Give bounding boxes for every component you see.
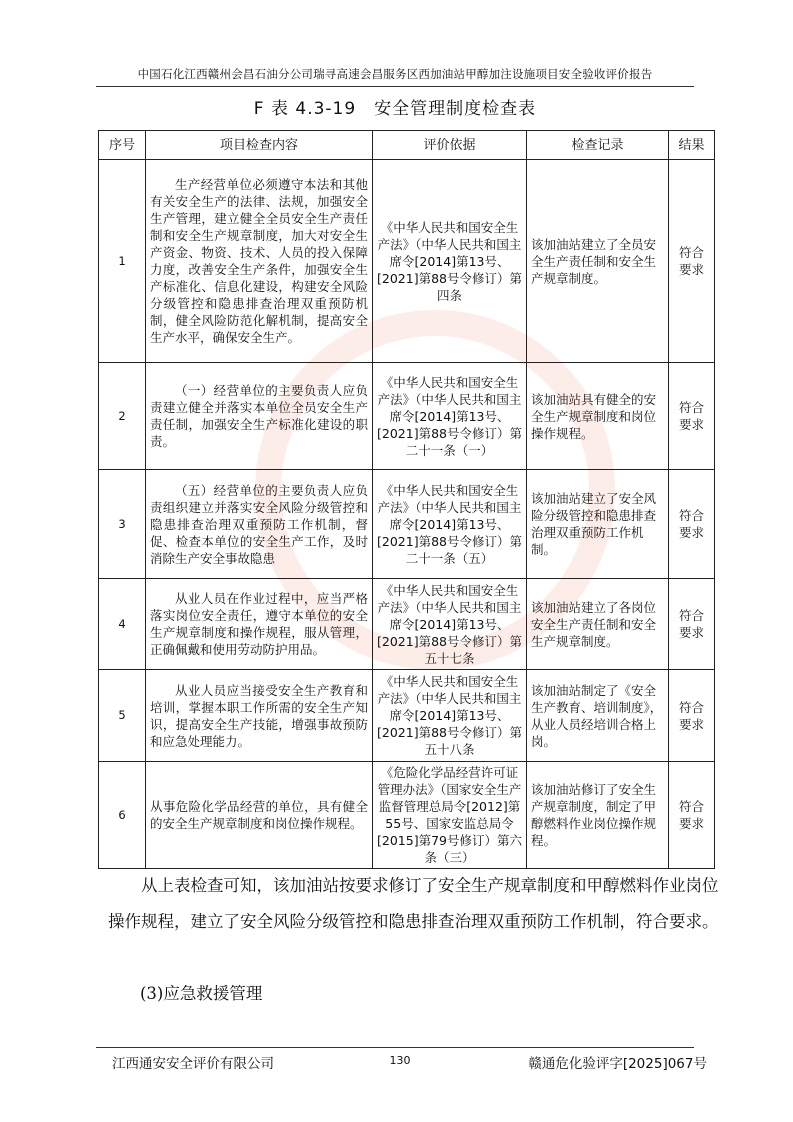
check-content: 从业人员应当接受安全生产教育和培训，掌握本职工作所需的安全生产知识，提高安全生产技能，增强事故预防和应急处理能力。 bbox=[146, 670, 373, 762]
check-record: 该加油站建立了安全风险分级管控和隐患排查治理双重预防工作机制。 bbox=[527, 470, 669, 579]
column-header: 结果 bbox=[669, 131, 715, 160]
check-record: 该加油站修订了安全生产规章制度，制定了甲醇燃料作业岗位操作规程。 bbox=[527, 762, 669, 869]
row-index: 1 bbox=[99, 160, 146, 363]
table-row bbox=[99, 363, 715, 470]
column-header: 序号 bbox=[99, 131, 146, 160]
table-row bbox=[99, 579, 715, 670]
table-row bbox=[99, 762, 715, 869]
check-result: 符合要求 bbox=[669, 762, 715, 869]
check-content: 从事危险化学品经营的单位，具有健全的安全生产规章制度和岗位操作规程。 bbox=[146, 762, 373, 869]
evaluation-basis: 《中华人民共和国安全生产法》（中华人民共和国主席令[2014]第13号、[2021]第88号令修订）第五十八条 bbox=[373, 670, 527, 762]
footer-divider bbox=[96, 1047, 694, 1048]
table-row bbox=[99, 160, 715, 363]
row-index: 6 bbox=[99, 762, 146, 869]
section-heading: (3)应急救援管理 bbox=[140, 984, 263, 1003]
check-record: 该加油站建立了全员安全生产责任制和安全生产规章制度。 bbox=[527, 160, 669, 363]
row-index: 2 bbox=[99, 363, 146, 470]
check-content: （五）经营单位的主要负责人应负责组织建立并落实安全风险分级管控和隐患排查治理双重预防工作机制，督促、检查本单位的安全生产工作，及时消除生产安全事故隐患 bbox=[146, 470, 373, 579]
evaluation-basis: 《危险化学品经营许可证管理办法》（国家安全生产监督管理总局令[2012]第55号、国家安监总局令[2015]第79号修订）第六条（三） bbox=[373, 762, 527, 869]
check-result: 符合要求 bbox=[669, 160, 715, 363]
column-header: 检查记录 bbox=[527, 131, 669, 160]
row-index: 5 bbox=[99, 670, 146, 762]
footer-company: 江西通安安全评价有限公司 bbox=[112, 1056, 274, 1072]
check-content: 从业人员在作业过程中，应当严格落实岗位安全责任，遵守本单位的安全生产规章制度和操作规程，服从管理，正确佩戴和使用劳动防护用品。 bbox=[146, 579, 373, 670]
page-header: 中国石化江西赣州会昌石油分公司瑞寻高速会昌服务区西加油站甲醇加注设施项目安全验收评价报告 bbox=[137, 67, 653, 81]
check-result: 符合要求 bbox=[669, 363, 715, 470]
column-header: 评价依据 bbox=[373, 131, 527, 160]
check-content: （一）经营单位的主要负责人应负责建立健全并落实本单位全员安全生产责任制，加强安全生产标准化建设的职责。 bbox=[146, 363, 373, 470]
conclusion-paragraph: 从上表检查可知，该加油站按要求修订了安全生产规章制度和甲醇燃料作业岗位操作规程，建立了安全风险分级管控和隐患排查治理双重预防工作机制，符合要求。 bbox=[108, 876, 719, 931]
check-record: 该加油站建立了各岗位安全生产责任制和安全生产规章制度。 bbox=[527, 579, 669, 670]
check-result: 符合要求 bbox=[669, 670, 715, 762]
check-content: 生产经营单位必须遵守本法和其他有关安全生产的法律、法规，加强安全生产管理，建立健全全员安全生产责任制和安全生产规章制度，加大对安全生产资金、物资、技术、人员的投入保障力度，改善安全生产条件，加强安全生产标准化、信息化建设，构建安全风险分级管控和隐患排查治理双重预防机制，健全风险防范化解机制，提高安全生产水平，确保安全生产。 bbox=[146, 160, 373, 363]
evaluation-basis: 《中华人民共和国安全生产法》（中华人民共和国主席令[2014]第13号、[2021]第88号令修订）第五十七条 bbox=[373, 579, 527, 670]
check-result: 符合要求 bbox=[669, 579, 715, 670]
check-result: 符合要求 bbox=[669, 470, 715, 579]
row-index: 3 bbox=[99, 470, 146, 579]
row-index: 4 bbox=[99, 579, 146, 670]
table-row bbox=[99, 670, 715, 762]
check-record: 该加油站制定了《安全生产教育、培训制度》，从业人员经培训合格上岗。 bbox=[527, 670, 669, 762]
header-divider bbox=[96, 86, 694, 87]
column-header: 项目检查内容 bbox=[146, 131, 373, 160]
table-row bbox=[99, 470, 715, 579]
safety-management-check-table bbox=[98, 130, 715, 869]
evaluation-basis: 《中华人民共和国安全生产法》（中华人民共和国主席令[2014]第13号、[2021]第88号令修订）第二十一条（一） bbox=[373, 363, 527, 470]
report-number: 赣通危化验评字[2025]067号 bbox=[528, 1056, 707, 1072]
table-title: F 表 4.3-19 安全管理制度检查表 bbox=[253, 99, 537, 119]
table-header-row bbox=[99, 131, 715, 160]
check-record: 该加油站具有健全的安全生产规章制度和岗位操作规程。 bbox=[527, 363, 669, 470]
evaluation-basis: 《中华人民共和国安全生产法》（中华人民共和国主席令[2014]第13号、[2021]第88号令修订）第二十一条（五） bbox=[373, 470, 527, 579]
page-number: 130 bbox=[389, 1054, 411, 1067]
evaluation-basis: 《中华人民共和国安全生产法》（中华人民共和国主席令[2014]第13号、[2021]第88号令修订）第四条 bbox=[373, 160, 527, 363]
